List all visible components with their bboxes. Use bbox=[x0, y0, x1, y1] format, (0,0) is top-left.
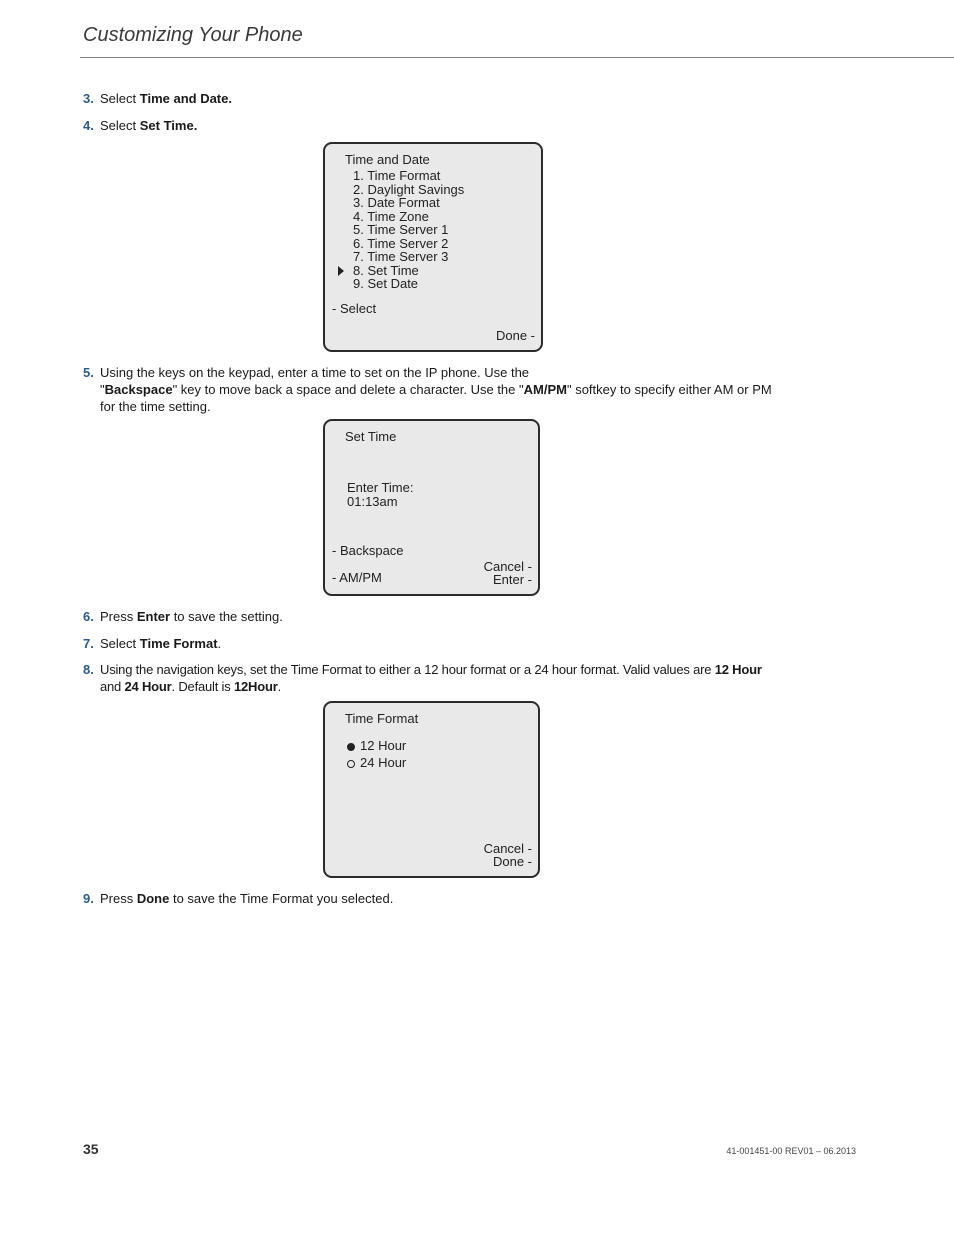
page-header-title: Customizing Your Phone bbox=[83, 24, 303, 46]
softkey-am-pm[interactable]: - AM/PM bbox=[332, 570, 382, 585]
screen-title: Set Time bbox=[345, 429, 397, 444]
softkey-done[interactable]: Done - bbox=[495, 328, 535, 343]
step-text: Press Enter to save the setting. bbox=[100, 609, 283, 624]
softkey-cancel[interactable]: Cancel - bbox=[483, 559, 532, 574]
step-number: 3. bbox=[83, 91, 94, 106]
step-8 bbox=[83, 661, 803, 695]
enter-time-label: Enter Time: bbox=[347, 480, 414, 495]
page-number: 35 bbox=[83, 1141, 99, 1157]
radio-option-12-hour[interactable]: 12 Hour bbox=[347, 739, 406, 753]
step-number: 5. bbox=[83, 365, 94, 380]
menu-item-daylight-savings[interactable]: 2. Daylight Savings bbox=[353, 181, 465, 197]
screen-title: Time and Date bbox=[345, 152, 430, 167]
step-text: Select Time Format. bbox=[100, 636, 222, 651]
menu-item-time-format[interactable]: 1. Time Format bbox=[353, 168, 441, 183]
step-text: Press Done to save the Time Format you selected. bbox=[100, 891, 394, 906]
time-input-value[interactable]: 01:13am bbox=[347, 494, 398, 509]
softkey-select[interactable]: - Select bbox=[332, 301, 377, 316]
menu-item-set-date[interactable]: 9. Set Date bbox=[353, 276, 419, 291]
step-text: Using the navigation keys, set the Time Format to either a 12 hour format or a 24 hour format. Valid values are 12 Hour and 24 Hour. Default is 12Hour. bbox=[100, 662, 762, 694]
step-4 bbox=[83, 117, 783, 134]
step-7 bbox=[83, 635, 783, 652]
step-9 bbox=[83, 890, 783, 907]
step-5 bbox=[83, 364, 783, 415]
step-number: 9. bbox=[83, 891, 94, 906]
softkey-done[interactable]: Done - bbox=[492, 854, 532, 869]
radio-unselected-icon bbox=[347, 760, 355, 768]
menu-item-time-zone[interactable]: 4. Time Zone bbox=[353, 208, 429, 224]
document-id: 41-001451-00 REV01 – 06.2013 bbox=[726, 1146, 856, 1156]
phone-screen-time-and-date bbox=[323, 142, 543, 352]
selection-arrow-icon bbox=[338, 266, 344, 276]
softkey-cancel[interactable]: Cancel - bbox=[483, 841, 532, 856]
softkey-enter[interactable]: Enter - bbox=[492, 572, 532, 587]
step-text: Select Set Time. bbox=[100, 118, 198, 133]
softkey-backspace[interactable]: - Backspace bbox=[332, 543, 404, 558]
step-text: Using the keys on the keypad, enter a time to set on the IP phone. Use the "Backspace" key to move back a space and delete a character. Use the "AM/PM" softkey to specify either AM or PM for the time setting. bbox=[100, 365, 772, 414]
step-text: Select Time and Date. bbox=[100, 91, 232, 106]
step-number: 7. bbox=[83, 636, 94, 651]
menu-item-time-server-1[interactable]: 5. Time Server 1 bbox=[353, 222, 449, 237]
menu-list bbox=[353, 169, 464, 291]
phone-screen-time-format bbox=[323, 701, 540, 878]
radio-selected-icon bbox=[347, 743, 355, 751]
step-number: 6. bbox=[83, 609, 94, 624]
menu-item-date-format[interactable]: 3. Date Format bbox=[353, 195, 440, 210]
step-3 bbox=[83, 90, 783, 107]
menu-item-time-server-2[interactable]: 6. Time Server 2 bbox=[353, 235, 449, 251]
menu-item-time-server-3[interactable]: 7. Time Server 3 bbox=[353, 249, 449, 264]
phone-screen-set-time bbox=[323, 419, 540, 596]
header-divider bbox=[80, 57, 954, 58]
radio-option-24-hour[interactable]: 24 Hour bbox=[347, 756, 406, 770]
step-number: 8. bbox=[83, 662, 94, 677]
screen-title: Time Format bbox=[345, 711, 419, 726]
menu-item-set-time[interactable]: 8. Set Time bbox=[353, 262, 419, 278]
step-number: 4. bbox=[83, 118, 94, 133]
step-6 bbox=[83, 608, 783, 625]
